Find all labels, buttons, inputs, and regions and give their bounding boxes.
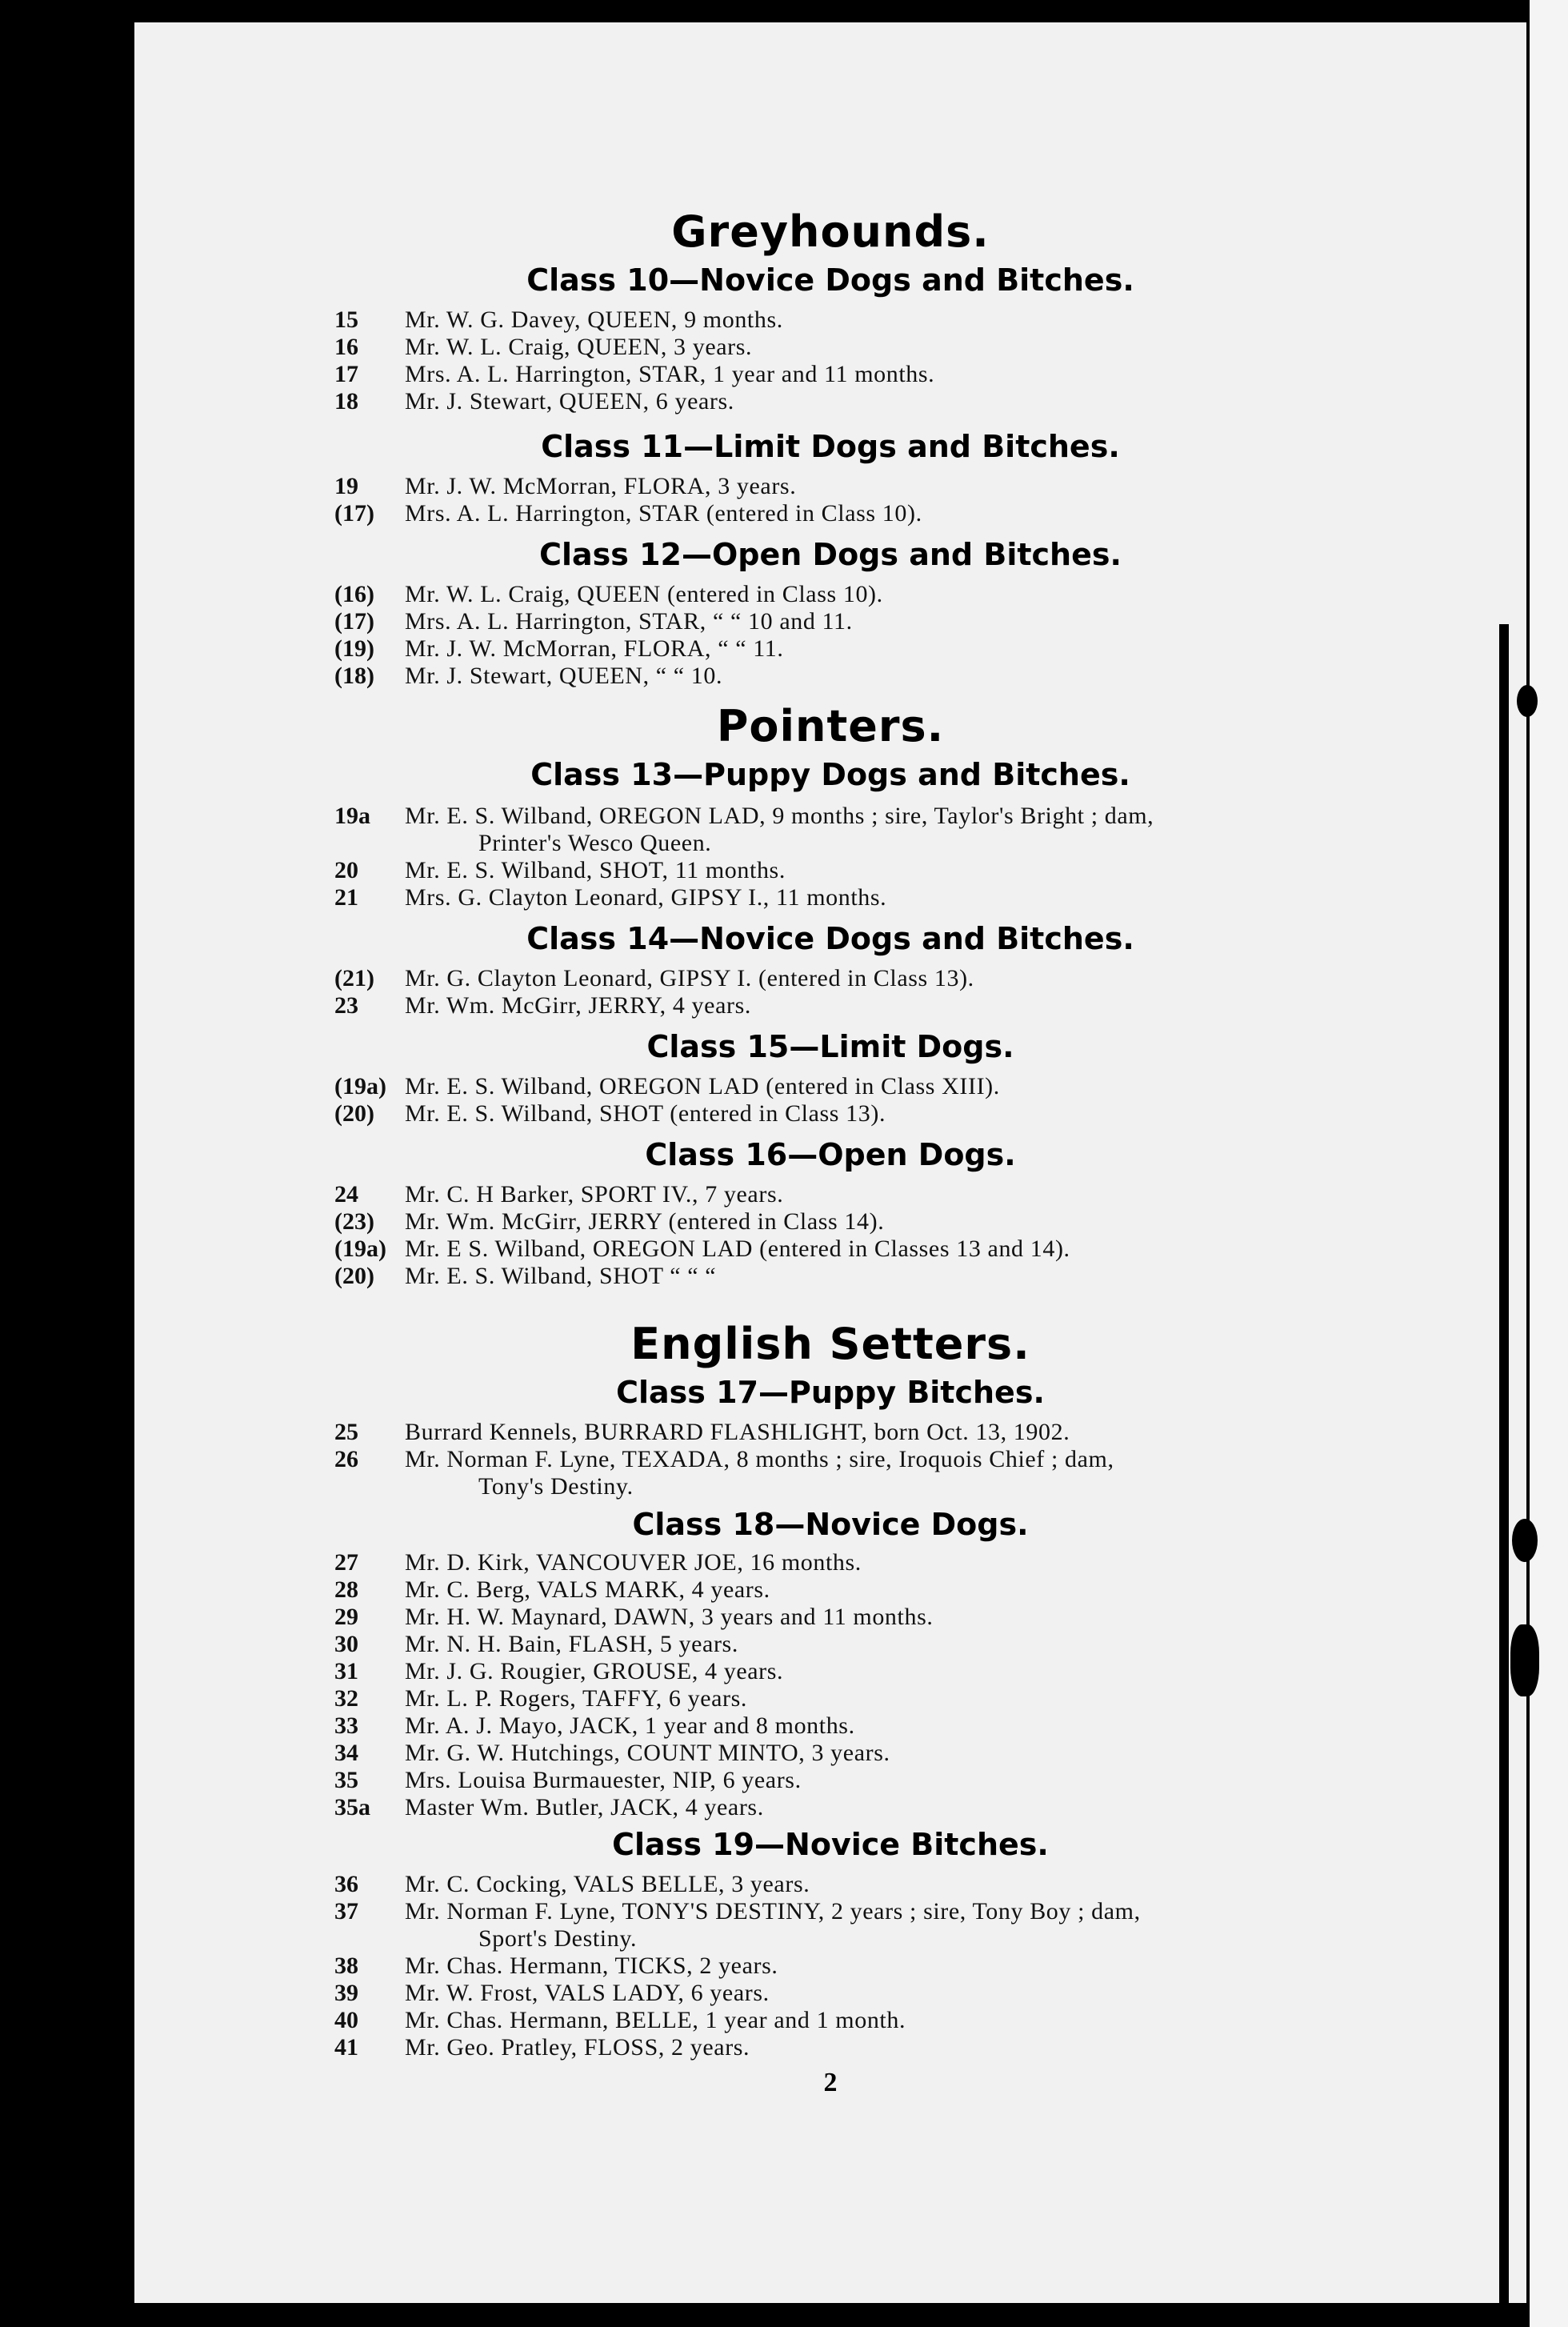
entry-number: 15 — [334, 306, 358, 333]
entry-text: Mr. J. G. Rougier, GROUSE, 4 years. — [405, 1658, 784, 1684]
entry-text: Mr. G. W. Hutchings, COUNT MINTO, 3 years. — [405, 1740, 890, 1766]
entry-number: 19 — [334, 473, 358, 499]
entry-text: Mr. Wm. McGirr, JERRY, 4 years. — [405, 992, 751, 1019]
entry-number: 36 — [334, 1871, 358, 1897]
entry-continuation: Tony's Destiny. — [478, 1473, 634, 1500]
entry-text: Mr. E. S. Wilband, OREGON LAD, 9 months ; sire, Taylor's Bright ; dam, — [405, 803, 1154, 829]
entry-number: 38 — [334, 1953, 358, 1979]
entry-number: 30 — [334, 1631, 358, 1657]
class-heading: Class 19—Novice Bitches. — [612, 1827, 1049, 1862]
entry-text: Mrs. A. L. Harrington, STAR (entered in Class 10). — [405, 500, 922, 527]
entry-number: 21 — [334, 884, 358, 911]
entry-number: 31 — [334, 1658, 358, 1684]
class-heading: Class 14—Novice Dogs and Bitches. — [526, 921, 1134, 956]
entry-number: (17) — [334, 608, 374, 635]
class-heading: Class 13—Puppy Dogs and Bitches. — [530, 757, 1130, 792]
entry-number: 41 — [334, 2034, 358, 2061]
entry-number: 27 — [334, 1549, 358, 1576]
entry-number: 34 — [334, 1740, 358, 1766]
entry-text: Burrard Kennels, BURRARD FLASHLIGHT, born Oct. 13, 1902. — [405, 1419, 1070, 1445]
entry-text: Mr. A. J. Mayo, JACK, 1 year and 8 months. — [405, 1712, 855, 1739]
section-title: English Setters. — [630, 1319, 1030, 1369]
entry-text: Mrs. A. L. Harrington, STAR, 1 year and 11 months. — [405, 361, 935, 387]
entry-text: Mr. N. H. Bain, FLASH, 5 years. — [405, 1631, 738, 1657]
entry-number: 18 — [334, 388, 358, 415]
entry-text: Mr. E S. Wilband, OREGON LAD (entered in Classes 13 and 14). — [405, 1236, 1070, 1262]
entry-number: 16 — [334, 334, 358, 360]
class-heading: Class 18—Novice Dogs. — [632, 1507, 1029, 1542]
entry-number: 32 — [334, 1685, 358, 1712]
entry-text: Mr. W. Frost, VALS LADY, 6 years. — [405, 1980, 770, 2006]
section-title: Pointers. — [716, 701, 945, 751]
entry-text: Mr. E. S. Wilband, SHOT, 11 months. — [405, 857, 786, 883]
section-title: Greyhounds. — [671, 206, 990, 257]
entry-continuation: Sport's Destiny. — [478, 1925, 638, 1952]
entry-number: 17 — [334, 361, 358, 387]
entry-text: Mr. Geo. Pratley, FLOSS, 2 years. — [405, 2034, 750, 2061]
entry-number: (19) — [334, 635, 374, 662]
entry-text: Mr. J. Stewart, QUEEN, 6 years. — [405, 388, 734, 415]
entry-text: Master Wm. Butler, JACK, 4 years. — [405, 1794, 764, 1820]
class-heading: Class 16—Open Dogs. — [645, 1137, 1016, 1172]
entry-number: (17) — [334, 500, 374, 527]
entry-text: Mr. H. W. Maynard, DAWN, 3 years and 11 months. — [405, 1604, 934, 1630]
entry-text: Mr. W. L. Craig, QUEEN, 3 years. — [405, 334, 753, 360]
entry-text: Mr. C. Cocking, VALS BELLE, 3 years. — [405, 1871, 810, 1897]
entry-number: 28 — [334, 1576, 358, 1603]
entry-text: Mr. J. W. McMorran, FLORA, 3 years. — [405, 473, 797, 499]
entry-text: Mrs. G. Clayton Leonard, GIPSY I., 11 months. — [405, 884, 887, 911]
class-heading: Class 10—Novice Dogs and Bitches. — [526, 262, 1134, 298]
entry-continuation: Printer's Wesco Queen. — [478, 830, 712, 856]
entry-number: 19a — [334, 803, 370, 829]
class-heading: Class 11—Limit Dogs and Bitches. — [541, 429, 1120, 464]
entry-text: Mr. D. Kirk, VANCOUVER JOE, 16 months. — [405, 1549, 862, 1576]
entry-text: Mr. Norman F. Lyne, TEXADA, 8 months ; sire, Iroquois Chief ; dam, — [405, 1446, 1114, 1472]
entry-number: (18) — [334, 663, 374, 689]
entry-number: (20) — [334, 1100, 374, 1127]
entry-text: Mr. C. Berg, VALS MARK, 4 years. — [405, 1576, 770, 1603]
adjacent-page-edge — [1530, 0, 1568, 2327]
class-heading: Class 17—Puppy Bitches. — [616, 1375, 1045, 1410]
entry-number: 23 — [334, 992, 358, 1019]
entry-number: 40 — [334, 2007, 358, 2033]
entry-text: Mr. G. Clayton Leonard, GIPSY I. (entered in Class 13). — [405, 965, 974, 991]
entry-text: Mrs. Louisa Burmauester, NIP, 6 years. — [405, 1767, 802, 1793]
entry-number: (16) — [334, 581, 374, 607]
entry-number: (20) — [334, 1263, 374, 1289]
entry-text: Mr. L. P. Rogers, TAFFY, 6 years. — [405, 1685, 747, 1712]
class-heading: Class 15—Limit Dogs. — [646, 1029, 1014, 1064]
entry-text: Mr. W. L. Craig, QUEEN (entered in Class 10). — [405, 581, 883, 607]
entry-number: 20 — [334, 857, 358, 883]
entry-number: 35 — [334, 1767, 358, 1793]
entry-number: (19a) — [334, 1073, 386, 1099]
catalogue-page — [134, 22, 1526, 2303]
entry-text: Mr. Chas. Hermann, TICKS, 2 years. — [405, 1953, 778, 1979]
entry-text: Mr. E. S. Wilband, SHOT “ “ “ — [405, 1263, 717, 1289]
entry-number: 24 — [334, 1181, 358, 1208]
ink-blot — [1510, 1624, 1539, 1696]
ink-blot — [1517, 685, 1538, 717]
entry-text: Mr. J. Stewart, QUEEN, “ “ 10. — [405, 663, 723, 689]
entry-number: (23) — [334, 1208, 374, 1235]
entry-number: 25 — [334, 1419, 358, 1445]
entry-text: Mr. E. S. Wilband, OREGON LAD (entered in Class XIII). — [405, 1073, 1000, 1099]
binding-rule — [1499, 624, 1509, 2327]
entry-text: Mr. W. G. Davey, QUEEN, 9 months. — [405, 306, 783, 333]
entry-text: Mr. J. W. McMorran, FLORA, “ “ 11. — [405, 635, 784, 662]
class-heading: Class 12—Open Dogs and Bitches. — [539, 537, 1122, 572]
entry-number: 26 — [334, 1446, 358, 1472]
page-number: 2 — [823, 2068, 838, 2097]
entry-text: Mr. Wm. McGirr, JERRY (entered in Class 14). — [405, 1208, 885, 1235]
entry-text: Mrs. A. L. Harrington, STAR, “ “ 10 and 11. — [405, 608, 853, 635]
entry-number: 35a — [334, 1794, 370, 1820]
entry-number: (21) — [334, 965, 374, 991]
entry-number: 37 — [334, 1898, 358, 1924]
entry-text: Mr. Chas. Hermann, BELLE, 1 year and 1 month. — [405, 2007, 906, 2033]
entry-number: 33 — [334, 1712, 358, 1739]
entry-text: Mr. C. H Barker, SPORT IV., 7 years. — [405, 1181, 784, 1208]
ink-blot — [1512, 1519, 1538, 1562]
entry-number: 39 — [334, 1980, 358, 2006]
entry-number: 29 — [334, 1604, 358, 1630]
entry-text: Mr. Norman F. Lyne, TONY'S DESTINY, 2 years ; sire, Tony Boy ; dam, — [405, 1898, 1141, 1924]
entry-text: Mr. E. S. Wilband, SHOT (entered in Class 13). — [405, 1100, 886, 1127]
entry-number: (19a) — [334, 1236, 386, 1262]
